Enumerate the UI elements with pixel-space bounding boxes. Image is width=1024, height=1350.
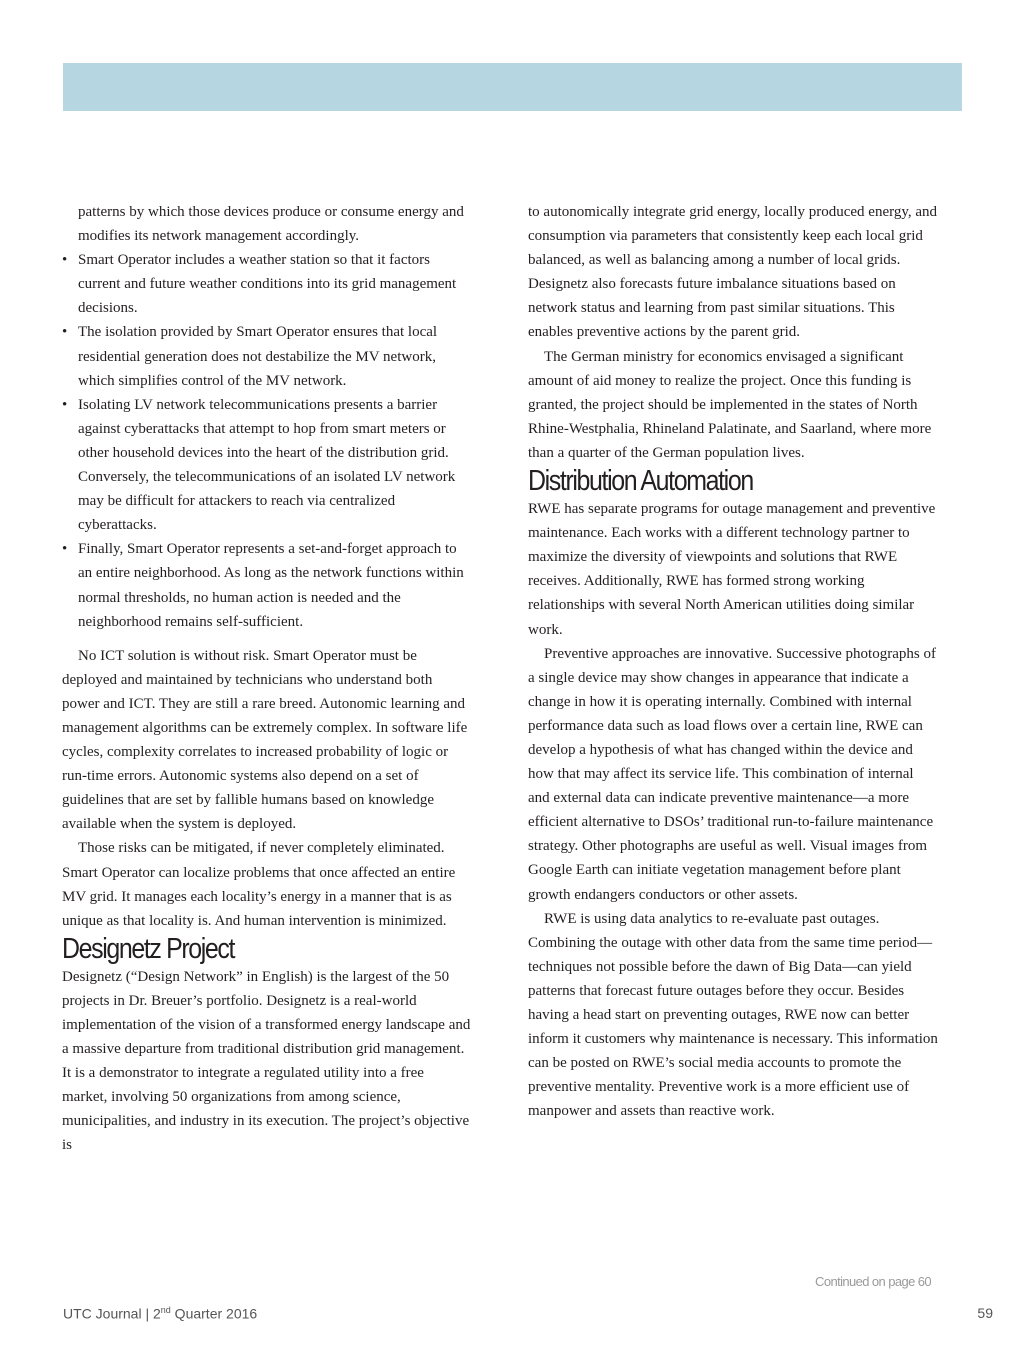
- paragraph-mitigated: Those risks can be mitigated, if never completely eliminated. Smart Operator can localize problems that once affected an entire MV grid. It manages each locality’s energy in a manner that is as unique as that locality is. And human intervention is minimized.: [62, 840, 456, 929]
- paragraph-ministry: The German ministry for economics envisaged a significant amount of aid money to realize the project. Once this funding is granted, the project should be implemented in the states of North Rhine-Westphalia, Rhineland Palatinate, and Saarland, where more than a quarter of the German population lives.: [528, 348, 932, 461]
- bullet-text: Isolating LV network telecommunications presents a barrier against cyberattacks that attempt to hop from smart meters or other household devices into the heart of the distribution grid. Conversely, the telecommunications of an isolated LV network may be difficult for attackers to reach via centralized cyberattacks.: [78, 396, 456, 534]
- right-column: [528, 200, 938, 1123]
- heading-distribution-automation: Distribution Automation: [528, 465, 753, 498]
- bullet-text: The isolation provided by Smart Operator ensures that local residential generation does not destabilize the MV network, which simplifies control of the MV network.: [78, 324, 438, 389]
- bullet-list: [62, 248, 472, 634]
- footer-quarter: Quarter 2016: [170, 1305, 258, 1322]
- bullet-text: Smart Operator includes a weather station so that it factors current and future weather conditions into its grid management decisions.: [78, 252, 457, 317]
- footer-journal: [63, 1305, 257, 1322]
- paragraph-risk: No ICT solution is without risk. Smart Operator must be deployed and maintained by technicians who understand both power and ICT. They are still a rare breed. Autonomic learning and management algorithms can be extremely complex. In software life cycles, complexity correlates to increased probability of logic or run-time errors. Autonomic systems also depend on a set of guidelines that are set by fallible humans based on knowledge available when the system is deployed.: [62, 647, 468, 833]
- page-number: 59: [977, 1305, 993, 1321]
- bullet-icon: •: [62, 324, 68, 341]
- bullet-icon: •: [62, 541, 68, 558]
- paragraph-objective: to autonomically integrate grid energy, locally produced energy, and consumption via parameters that consistently keep each local grid balanced, as well as balancing among a number of local grids. Designetz also forecasts future imbalance situations based on network status and learning from past similar situations. This enables preventive actions by the parent grid.: [528, 204, 938, 341]
- intro-continuation: patterns by which those devices produce or consume energy and modifies its network management accordingly.: [78, 204, 464, 245]
- continued-note: Continued on page 60: [815, 1274, 931, 1289]
- bullet-item: [62, 393, 472, 538]
- left-column: [62, 200, 472, 1158]
- bullet-text: Finally, Smart Operator represents a set-and-forget approach to an entire neighborhood. As long as the network functions within normal thresholds, no human action is needed and the neighborhood remains self-sufficient.: [78, 541, 464, 630]
- bullet-item: [62, 537, 472, 633]
- bullet-item: [62, 248, 472, 320]
- footer-journal-name: UTC Journal | 2: [63, 1305, 161, 1322]
- paragraph-designetz: Designetz (“Design Network” in English) is the largest of the 50 projects in Dr. Breuer’s portfolio. Designetz is a real-world implementation of the vision of a transformed energy landscape and a massive departure from traditional distribution grid management. It is a demonstrator to integrate a regulated utility into a free market, involving 50 organizations from among science, municipalities, and industry in its execution. The project’s objective is: [62, 968, 471, 1154]
- bullet-icon: •: [62, 252, 68, 269]
- header-band: [63, 63, 962, 111]
- paragraph-preventive: Preventive approaches are innovative. Successive photographs of a single device may show changes in appearance that indicate a change in how it is operating internally. Combined with internal performance data such as load flows over a certain line, RWE can develop a hypothesis of what has changed within the device and how that may affect its service life. This combination of internal and external data can indicate preventive maintenance—a more efficient alternative to DSOs’ traditional run-to-failure maintenance strategy. Other photographs are useful as well. Visual images from Google Earth can initiate vegetation management before plant growth endangers conductors or other assets.: [528, 645, 936, 903]
- heading-designetz: Designetz Project: [62, 932, 235, 965]
- bullet-item: [62, 320, 472, 392]
- paragraph-analytics: RWE is using data analytics to re-evaluate past outages. Combining the outage with other data from the same time period—techniques not possible before the dawn of Big Data—can yield patterns that forecast future outages before they occur. Besides having a head start on preventing outages, RWE now can better inform it customers why maintenance is necessary. This information can be posted on RWE’s social media accounts to promote the preventive mentality. Preventive work is a more efficient use of manpower and assets than reactive work.: [528, 910, 938, 1120]
- paragraph-programs: RWE has separate programs for outage management and preventive maintenance. Each works with a different technology partner to maximize the diversity of viewpoints and solutions that RWE receives. Additionally, RWE has formed strong working relationships with several North American utilities doing similar work.: [528, 501, 936, 638]
- footer-ordinal: nd: [160, 1305, 171, 1315]
- bullet-icon: •: [62, 396, 68, 413]
